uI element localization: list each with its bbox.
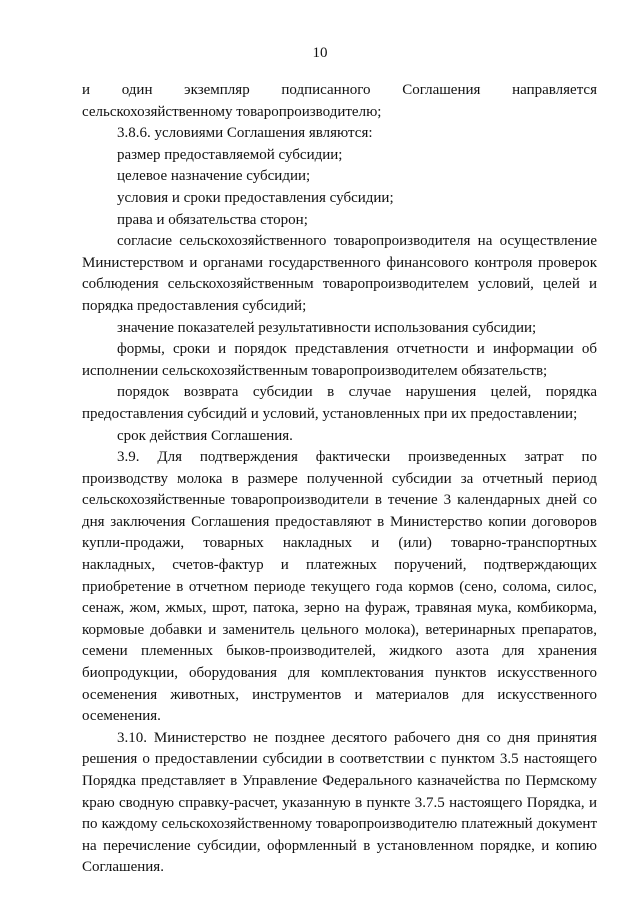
condition-item: целевое назначение субсидии; (117, 168, 311, 185)
condition-item: размер предоставляемой субсидии; (117, 146, 343, 163)
condition-item: условия и сроки предоставления субсидии; (117, 189, 394, 206)
condition-item: порядок возврата субсидии в случае нарушения целей, порядка предоставления субсидий и условий, установленных при их предоставлении; (82, 384, 597, 422)
condition-item: права и обязательства сторон; (117, 211, 308, 228)
clause-3-9: 3.9. Для подтверждения фактически произведенных затрат по производству молока в размере полученной субсидии за отчетный период сельскохозяйственные товаропроизводители в течение 3 календарных дней со дня заключения Соглашения предоставляют в Министерство копии договоров купли-продажи, товарных накладных и (или) товарно-транспортных накладных, счетов-фактур и платежных поручений, подтверждающих приобретение в отчетном периоде текущего года кормов (сено, солома, силос, сенаж, жом, жмых, шрот, патока, зерно на фураж, травяная мука, комбикорма, кормовые добавки и заменитель цельного молока), ветеринарных препаратов, семени племенных быков-производителей, жидкого азота для хранения биопродукции, оборудования для комплектования пунктов искусственного осеменения животных, инструментов и материалов для искусственного осеменения. (82, 449, 597, 725)
condition-item: формы, сроки и порядок представления отчетности и информации об исполнении сельскохозяйственным товаропроизводителем обязательств; (82, 341, 597, 379)
condition-item: согласие сельскохозяйственного товаропроизводителя на осуществление Министерством и органами государственного финансового контроля проверок соблюдения сельскохозяйственным товаропроизводителем условий, целей и порядка предоставления субсидий; (82, 233, 597, 314)
condition-item: значение показателей результативности использования субсидии; (117, 319, 537, 336)
clause-3-8-6: 3.8.6. условиями Соглашения являются: (117, 125, 373, 142)
clause-3-10: 3.10. Министерство не позднее десятого рабочего дня со дня принятия решения о предоставлении субсидии в соответствии с пунктом 3.5 настоящего Порядка представляет в Управление Федерального казначейства по Пермскому краю сводную справку-расчет, указанную в пункте 3.7.5 настоящего Порядка, и по каждому сельскохозяйственному товаропроизводителю платежный документ на перечисление субсидии, оформленный в установленном порядке, и копию Соглашения. (82, 729, 597, 876)
paragraph-continuation: и один экземпляр подписанного Соглашения направляется сельскохозяйственному товаропроизводителю; (82, 82, 597, 120)
condition-item: срок действия Соглашения. (117, 427, 293, 444)
page-number: 10 (312, 45, 328, 61)
document-body (82, 80, 597, 879)
